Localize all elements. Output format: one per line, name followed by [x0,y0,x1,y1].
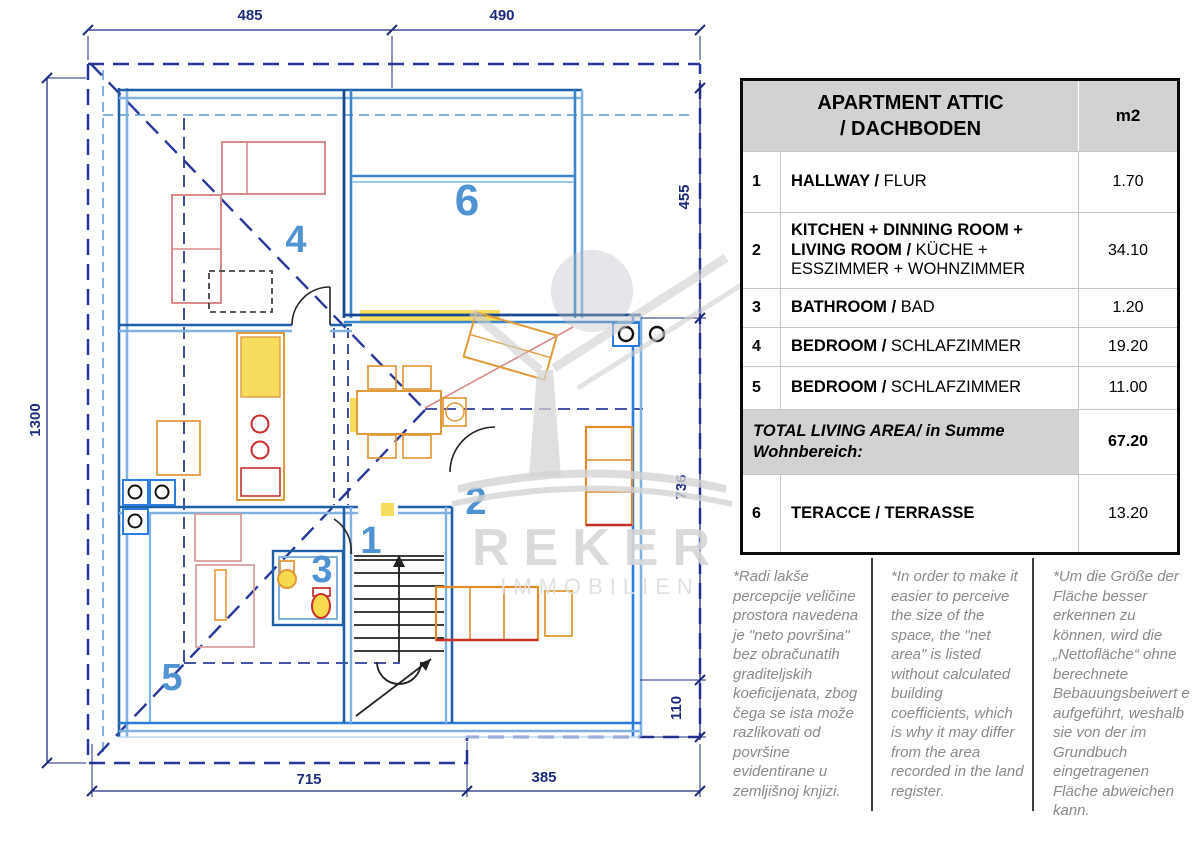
row-label-en: BEDROOM / [791,378,887,397]
table-row-bedroom-5 [743,366,1177,409]
note-separator-1 [871,558,873,811]
watermark-immobilien-text: IMMOBILIEN [500,574,700,599]
room-number-3: 3 [311,549,333,591]
dimension-lines [42,25,706,797]
walls [119,88,641,737]
watermark-lighthouse-pole [529,370,561,477]
total-area-value: 67.20 [1078,410,1177,474]
area-table [740,78,1180,555]
row-label-de: BAD [896,298,935,317]
table-row-bathroom [743,288,1177,327]
row-label [780,152,1078,212]
dim-label-110: 110 [668,695,685,721]
row-label-de: SCHLAFZIMMER [886,378,1022,397]
row-area-value: 1.70 [1078,152,1177,212]
note-english: *In order to make it easier to perceive the size of the space, the "net area" is listed without calculated building coefficients, which is why it may differ from the area recorded in the land register. [891,568,1024,800]
row-label [780,475,1078,552]
room-number-5: 5 [161,657,183,699]
dim-label-1300: 1300 [27,403,44,437]
row-area-value: 1.20 [1078,289,1177,327]
row-number: 4 [752,338,761,355]
table-title [743,81,1078,151]
row-label-de: KÜCHE + ESSZIMMER + WOHNZIMMER [791,240,1026,279]
room-number-6: 6 [454,176,480,225]
watermark-swoosh [452,474,732,505]
table-row-hallway [743,151,1177,212]
dim-label-385: 385 [531,769,557,786]
row-label-en: BATHROOM / [791,298,897,317]
dim-label-490: 490 [489,7,515,24]
watermark-sun-circle [551,250,633,332]
dim-label-455: 455 [676,184,693,210]
dim-label-736: 736 [673,474,690,500]
row-label-de: SCHLAFZIMMER [886,337,1022,356]
row-label-en: BEDROOM / [791,337,887,356]
dim-label-485: 485 [237,7,263,24]
watermark [452,250,746,599]
row-label-en: HALLWAY / [791,172,880,191]
room-number-4: 4 [285,219,307,261]
row-area-value: 19.20 [1078,328,1177,366]
row-label [780,367,1078,409]
table-header-row [743,81,1177,151]
terrace-label: TERACCE / TERRASSE [791,503,975,522]
table-row-terrace [743,474,1177,552]
row-label [780,289,1078,327]
note-german: *Um die Größe der Fläche besser erkennen zu können, wird die „Nettofläche“ ohne berechnete Bebauungsbeiwert e aufgeführt, weshalb sie von der im Grundbuch eingetragenen Fläche abweichen kann. [1053,568,1190,819]
note-croatian: *Radi lakše percepcije veličine prostora navedena je "neto površina" bez obračunatih graditeljskih koeficijenata, zbog čega se ista može razlikovati od površine evidentirane u zemljišnoj knjizi. [733,568,859,800]
dim-label-715: 715 [296,771,322,788]
room-number-2: 2 [465,481,487,523]
table-row-bedroom-4 [743,327,1177,366]
row-area-value: 34.10 [1078,213,1177,288]
table-unit-header: m2 [1078,81,1177,151]
row-area-value: 13.20 [1078,475,1177,552]
total-label: TOTAL LIVING AREA/ in Summe Wohnbereich: [743,410,1078,474]
watermark-reker-text: REKER [471,519,725,577]
room-number-1: 1 [360,520,382,562]
stairs [354,555,444,716]
row-number: 6 [752,504,761,522]
note-separator-2 [1032,558,1034,811]
table-title-line1: APARTMENT ATTIC [817,92,1004,114]
row-label-de: FLUR [879,172,927,191]
table-title-line2: / DACHBODEN [839,118,982,140]
row-number: 5 [752,379,761,396]
roof-slope-diagonals [90,63,425,758]
row-number: 1 [752,173,761,190]
room-numbers [161,176,486,699]
table-total-row [743,409,1177,474]
row-number: 3 [752,299,761,316]
row-label [780,328,1078,366]
table-row-kitchen [743,212,1177,288]
row-label [780,213,1078,288]
row-number: 2 [752,241,761,259]
row-label-en: KITCHEN + DINNING ROOM + LIVING ROOM / [791,221,1023,259]
row-area-value: 11.00 [1078,367,1177,409]
